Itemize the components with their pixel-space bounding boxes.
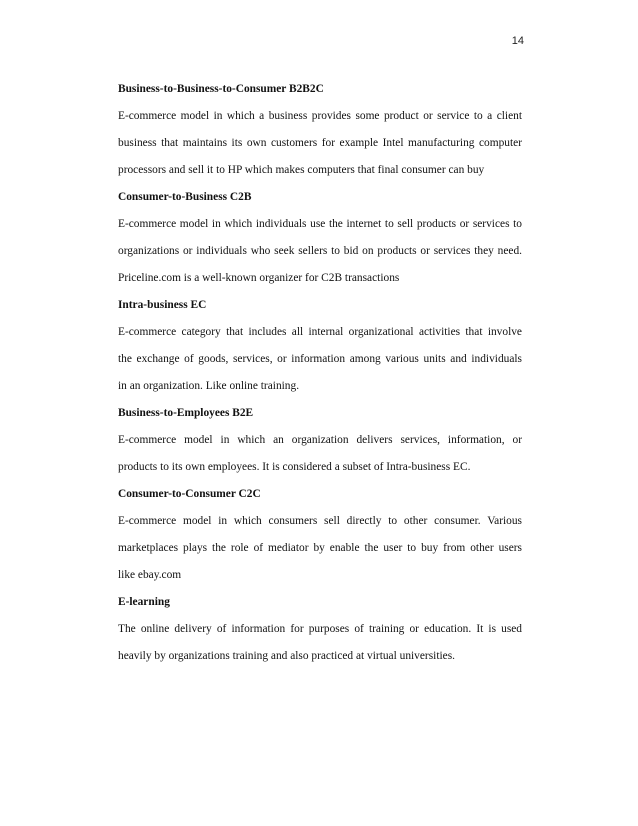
paragraph-line: processors and sell it to HP which makes computers that final consumer can buy [118, 164, 485, 176]
paragraph-line: E-commerce category that includes all internal organizational activities that involve [118, 326, 522, 338]
paragraph-line: organizations or individuals who seek sellers to bid on products or services they need. [118, 245, 522, 257]
section-paragraph [118, 103, 522, 184]
paragraph-line: E-commerce model in which individuals use the internet to sell products or services to [118, 218, 522, 230]
paragraph-line: E-commerce model in which an organization delivers services, information, or [118, 434, 522, 446]
paragraph-line: E-commerce model in which consumers sell directly to other consumer. Various [118, 515, 522, 527]
section-e-learning [118, 589, 522, 670]
paragraph-line: E-commerce model in which a business provides some product or service to a client [118, 110, 522, 122]
section-heading: Consumer-to-Consumer C2C [118, 488, 261, 500]
section-c2c [118, 481, 522, 589]
paragraph-line: business that maintains its own customers for example Intel manufacturing computer [118, 137, 522, 149]
paragraph-line: products to its own employees. It is considered a subset of Intra-business EC. [118, 461, 471, 473]
section-b2e [118, 400, 522, 481]
paragraph-line: heavily by organizations training and also practiced at virtual universities. [118, 650, 455, 662]
section-paragraph [118, 211, 522, 292]
section-b2b2c [118, 76, 522, 184]
page-number: 14 [511, 35, 524, 47]
section-paragraph [118, 427, 522, 481]
paragraph-line: Priceline.com is a well-known organizer for C2B transactions [118, 272, 400, 284]
section-heading: Consumer-to-Business C2B [118, 191, 252, 203]
paragraph-line: marketplaces plays the role of mediator by enable the user to buy from other users [118, 542, 522, 554]
paragraph-line: The online delivery of information for purposes of training or education. It is used [118, 623, 522, 635]
section-c2b [118, 184, 522, 292]
section-heading: Business-to-Employees B2E [118, 407, 254, 419]
section-paragraph [118, 616, 522, 670]
paragraph-line: the exchange of goods, services, or information among various units and individuals [118, 353, 522, 365]
paragraph-line: in an organization. Like online training. [118, 380, 300, 392]
section-intra-business [118, 292, 522, 400]
section-heading: E-learning [118, 596, 170, 608]
section-heading: Intra-business EC [118, 299, 207, 311]
section-paragraph [118, 508, 522, 589]
paragraph-line: like ebay.com [118, 569, 182, 581]
page-content [118, 76, 522, 670]
section-paragraph [118, 319, 522, 400]
section-heading: Business-to-Business-to-Consumer B2B2C [118, 83, 324, 95]
